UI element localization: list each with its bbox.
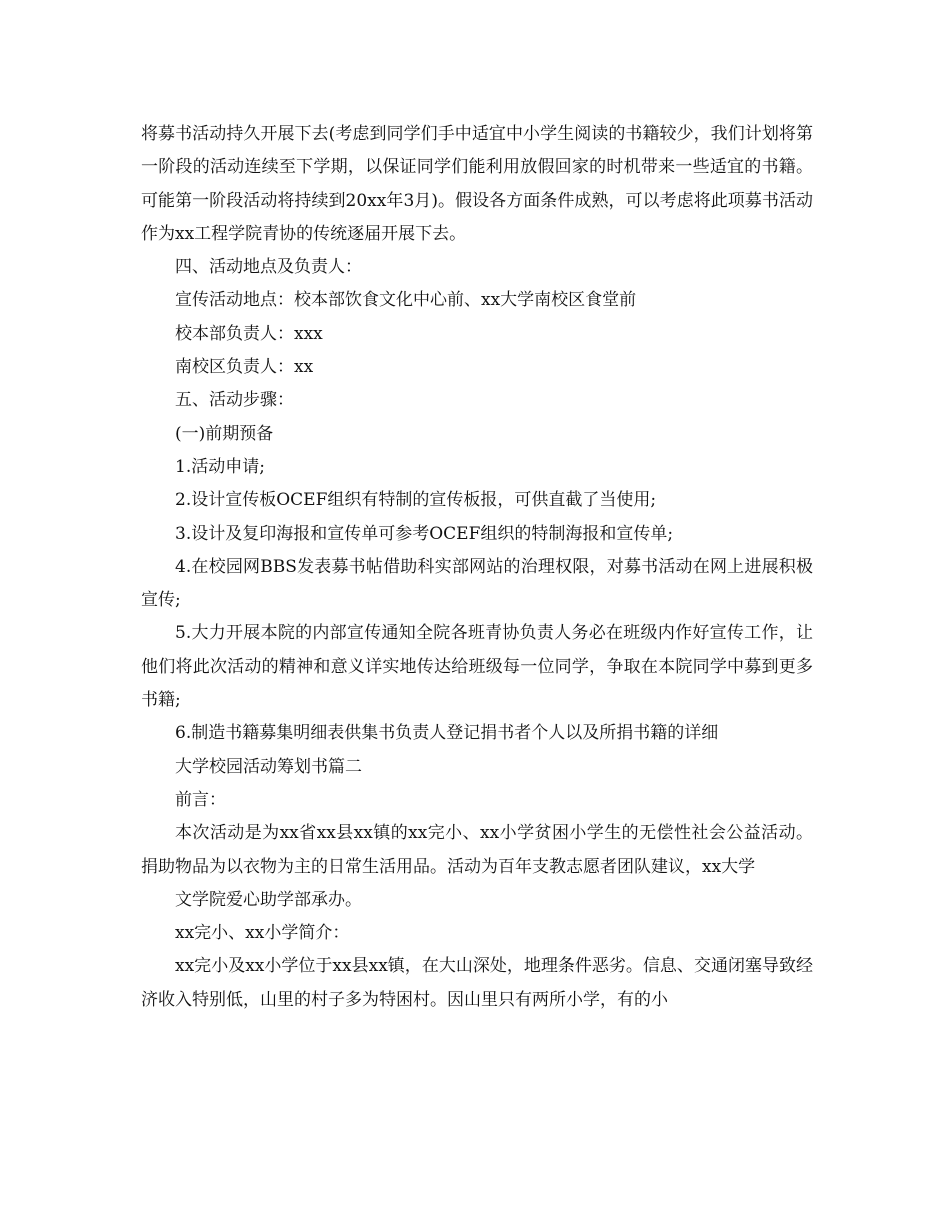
section-heading: 四、活动地点及负责人： [175,257,362,278]
section-heading: xx完小、xx小学简介： [175,923,350,944]
document-body [141,118,813,1017]
paragraph: xx完小及xx小学位于xx县xx镇，在大山深处，地理条件恶劣。信息、交通闭塞导致经济收入特别低，山里的村子多为特困村。因山里只有两所小学，有的小 [141,956,813,1010]
paragraph: 南校区负责人：xx [175,357,314,378]
list-item: 4.在校园网BBS发表募书帖借助科实部网站的治理权限，对募书活动在网上进展积极宣传; [141,556,813,611]
paragraph: 文学院爱心助学部承办。 [175,889,362,910]
section-heading: 五、活动步骤： [175,390,294,411]
paragraph: 宣传活动地点：校本部饮食文化中心前、xx大学南校区食堂前 [175,290,637,311]
list-item: 2.设计宣传板OCEF组织有特制的宣传板报，可供直截了当使用; [175,490,657,511]
paragraph: 本次活动是为xx省xx县xx镇的xx完小、xx小学贫困小学生的无偿性社会公益活动。捐助物品为以衣物为主的日常生活用品。活动为百年支教志愿者团队建议，xx大学 [141,823,813,877]
list-item: 5.大力开展本院的内部宣传通知全院各班青协负责人务必在班级内作好宣传工作，让他们将此次活动的精神和意义详实地传达给班级每一位同学，争取在本院同学中募到更多书籍; [141,623,813,711]
paragraph: 将募书活动持久开展下去(考虑到同学们手中适宜中小学生阅读的书籍较少，我们计划将第一阶段的活动连续至下学期，以保证同学们能利用放假回家的时机带来一些适宜的书籍。可能第一阶段活动将持续到20xx年3月)。假设各方面条件成熟，可以考虑将此项募书活动作为xx工程学院青协的传统逐届开展下去。 [141,124,813,244]
section-heading: 前言： [175,789,226,810]
document-subtitle: 大学校园活动筹划书篇二 [175,756,362,777]
list-item: 6.制造书籍募集明细表供集书负责人登记捐书者个人以及所捐书籍的详细 [175,723,719,744]
list-item: 3.设计及复印海报和宣传单可参考OCEF组织的特制海报和宣传单; [175,523,674,544]
subsection-heading: (一)前期预备 [175,423,274,444]
paragraph: 校本部负责人：xxx [175,323,323,344]
list-item: 1.活动申请; [175,456,265,477]
